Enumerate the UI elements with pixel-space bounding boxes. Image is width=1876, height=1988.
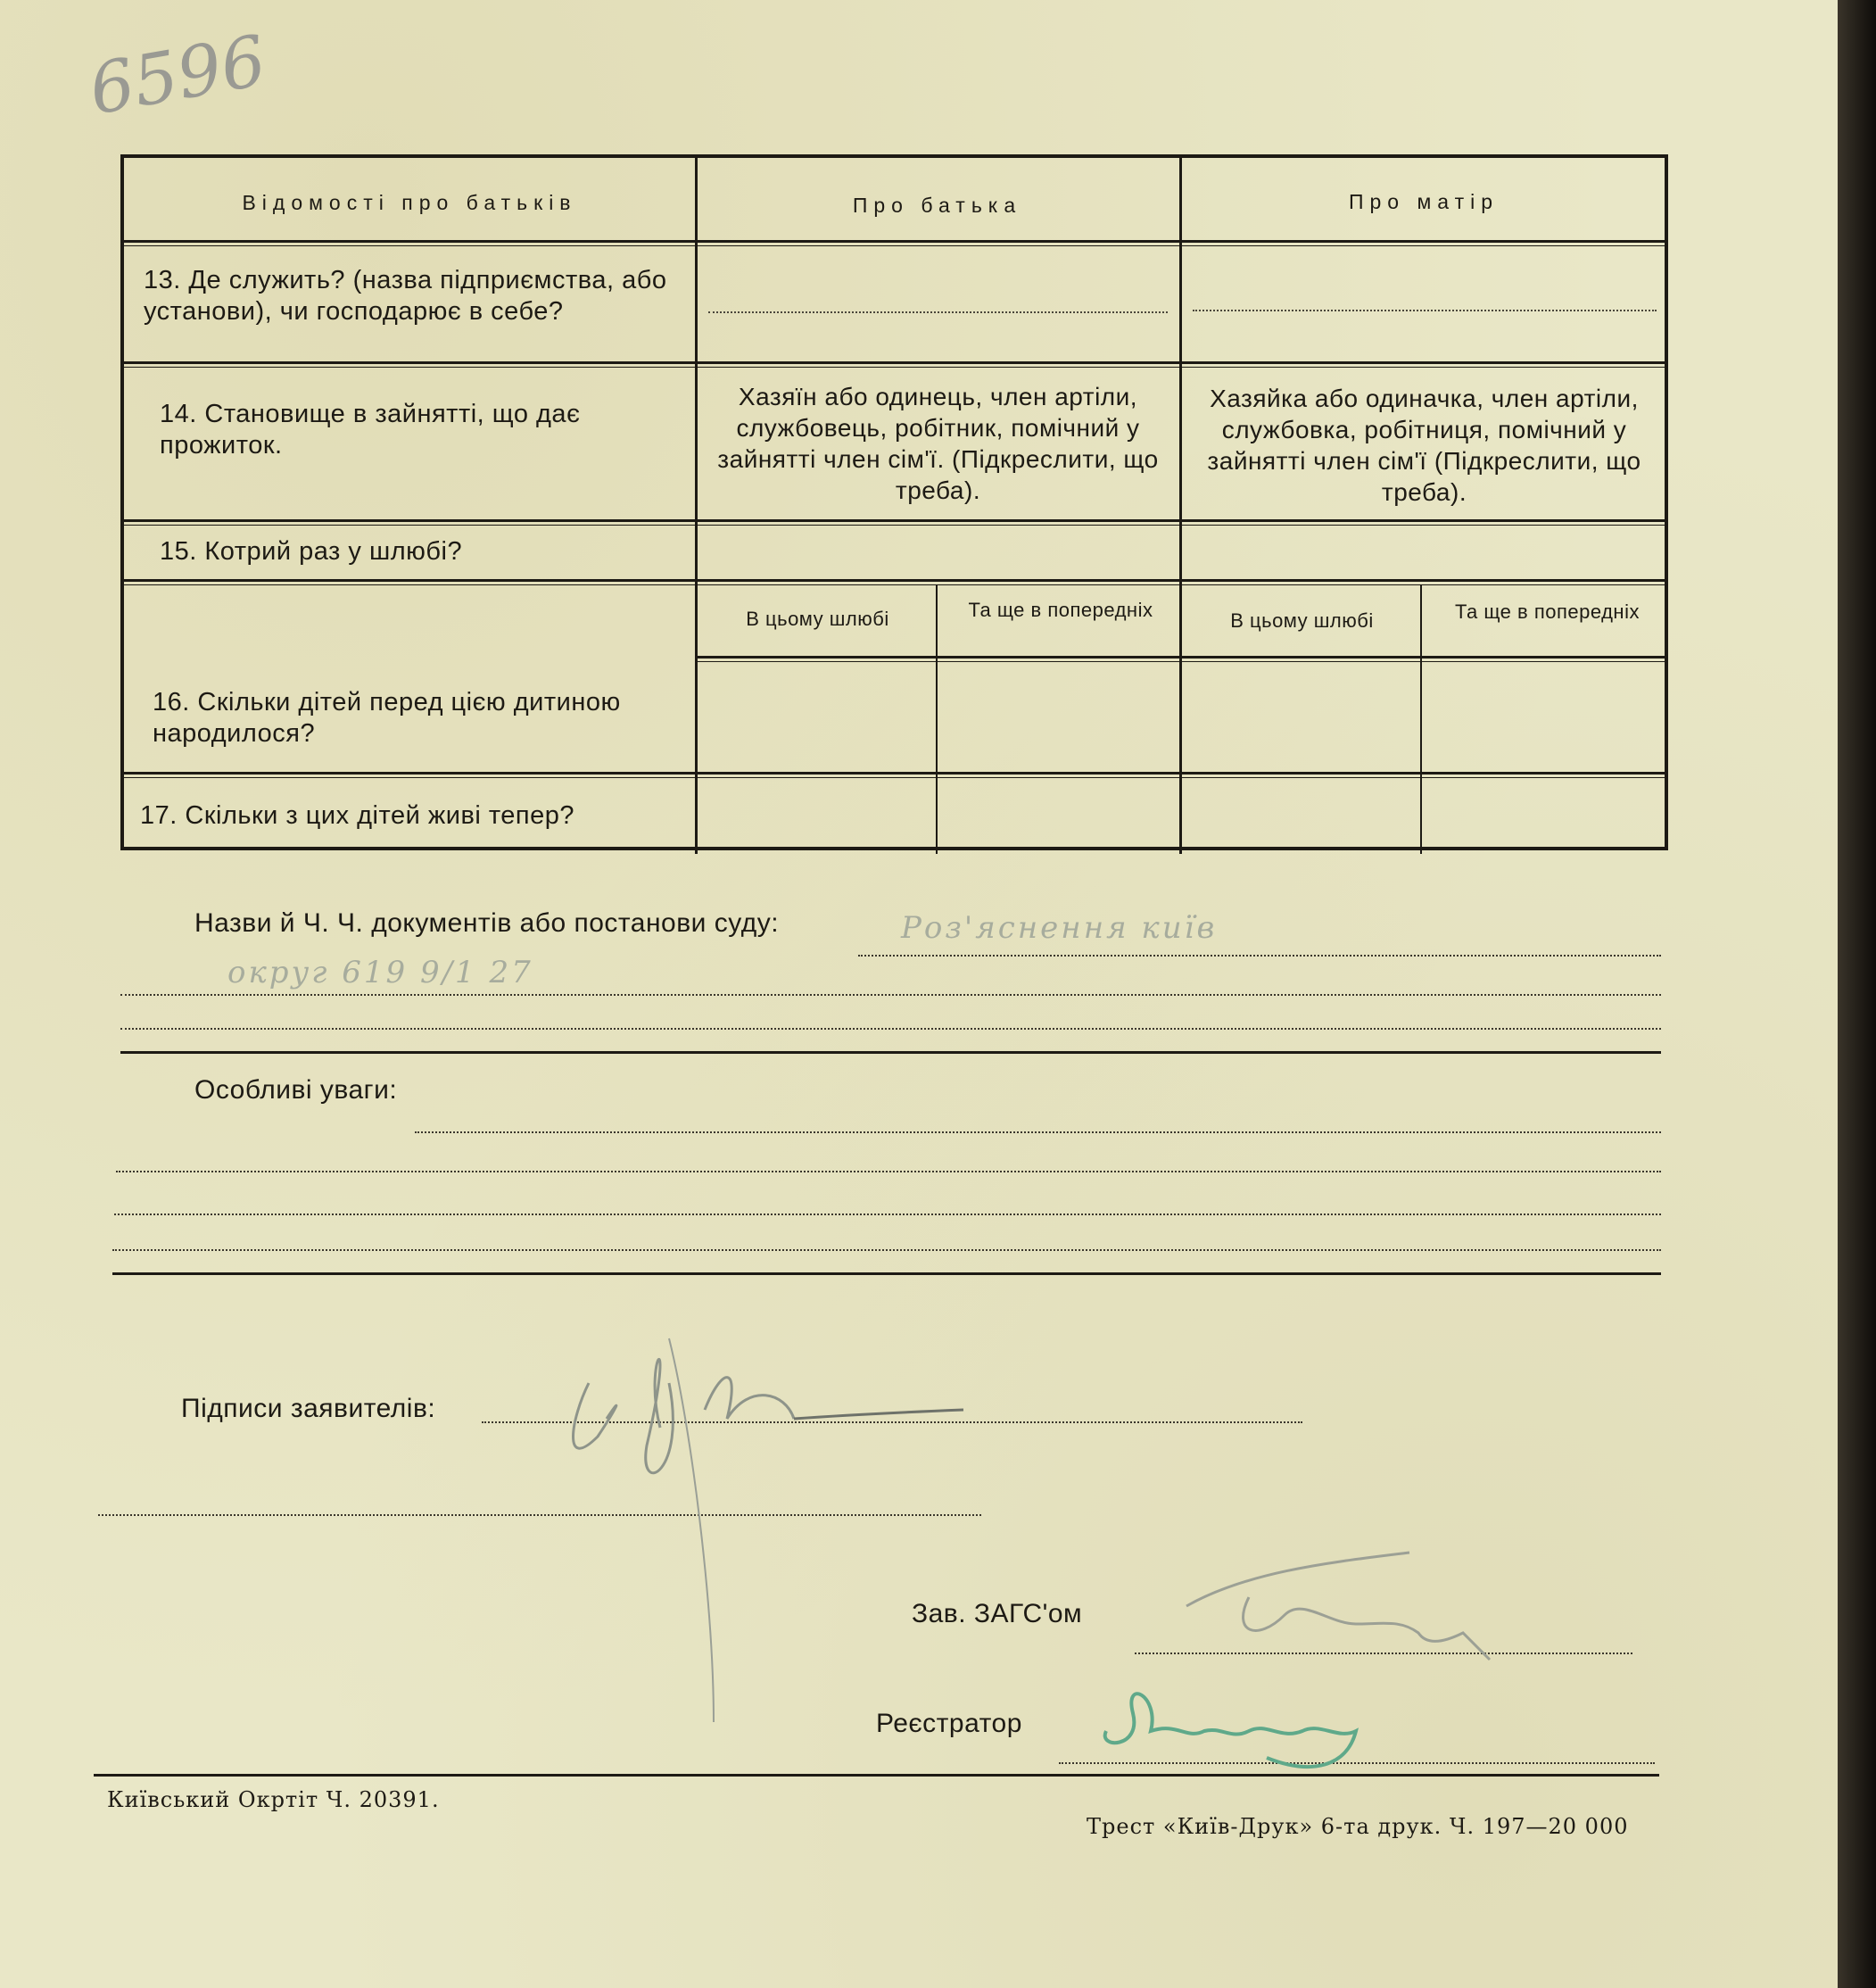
head-label: Зав. ЗАГС'ом (912, 1599, 1083, 1628)
documents-line-1 (858, 955, 1661, 957)
row-16-divider (124, 772, 1668, 778)
header-mother: Про матір (1348, 190, 1500, 213)
documents-handwriting-2: округ 619 9/1 27 (227, 955, 533, 990)
col-divider-father-sub (936, 584, 938, 854)
documents-line-2 (120, 994, 1661, 996)
q13-mother-line (1193, 310, 1657, 311)
signatures-label: Підписи заявителів: (181, 1394, 436, 1423)
footer-rule (94, 1774, 1659, 1777)
row-16-sub-divider (695, 656, 1668, 662)
col-divider-2 (1179, 158, 1182, 854)
header-father: Про батька (852, 194, 1022, 217)
header-divider (124, 240, 1668, 246)
remarks-label: Особливі уваги: (194, 1075, 398, 1105)
registrar-label: Реєстратор (876, 1709, 1022, 1738)
head-signature (1151, 1535, 1525, 1677)
row-14-divider (124, 519, 1668, 526)
q14-mother-options: Хазяйка або одиначка, член артіли, службовка, робітниця, помічний у зайнятті член сім'ї (Підкреслити, що треба). (1207, 385, 1641, 506)
q16-mother-previous: Та ще в попередніх (1455, 601, 1640, 623)
question-17: 17. Скільки з цих дітей живі тепер? (140, 801, 575, 830)
q14-father-options: Хазяїн або одинець, член артіли, службовець, робітник, помічний у зайнятті член сім'ї. (Підкреслити, що треба). (717, 383, 1159, 504)
q16-mother-this-marriage: В цьому шлюбі (1230, 609, 1374, 632)
footer-right: Трест «Київ-Друк» 6-та друк. Ч. 197—20 000 (1087, 1814, 1629, 1839)
documents-handwriting-1: Роз'яснення київ (901, 910, 1218, 946)
question-16: 16. Скільки дітей перед цією дитиною народилося? (153, 688, 621, 748)
registrar-signature (1088, 1660, 1427, 1785)
remarks-line-1 (415, 1131, 1661, 1133)
documents-rule (120, 1051, 1661, 1054)
documents-label: Назви й Ч. Ч. документів або постанови суду: (194, 908, 780, 938)
col-divider-1 (695, 158, 698, 854)
documents-line-3 (120, 1028, 1661, 1030)
remarks-line-2 (116, 1171, 1661, 1172)
q16-father-previous: Та ще в попередніх (968, 599, 1153, 621)
question-14: 14. Становище в зайнятті, що дає прожиток. (160, 400, 581, 460)
q13-father-line (708, 311, 1168, 313)
row-13-divider (124, 361, 1668, 368)
applicant-signature (535, 1205, 999, 1740)
row-15-divider (124, 579, 1668, 585)
page-edge (1838, 0, 1876, 1988)
corner-number: 6596 (83, 21, 272, 131)
col-divider-mother-sub (1420, 584, 1422, 854)
parents-info-table (120, 154, 1668, 850)
question-13: 13. Де служить? (назва підприємства, або установи), чи господарює в себе? (144, 266, 667, 326)
q16-father-this-marriage: В цьому шлюбі (746, 608, 889, 630)
header-parents-info: Відомості про батьків (242, 191, 577, 214)
question-15: 15. Котрий раз у шлюбі? (160, 537, 463, 566)
footer-left: Київський Окртіт Ч. 20391. (107, 1787, 440, 1812)
